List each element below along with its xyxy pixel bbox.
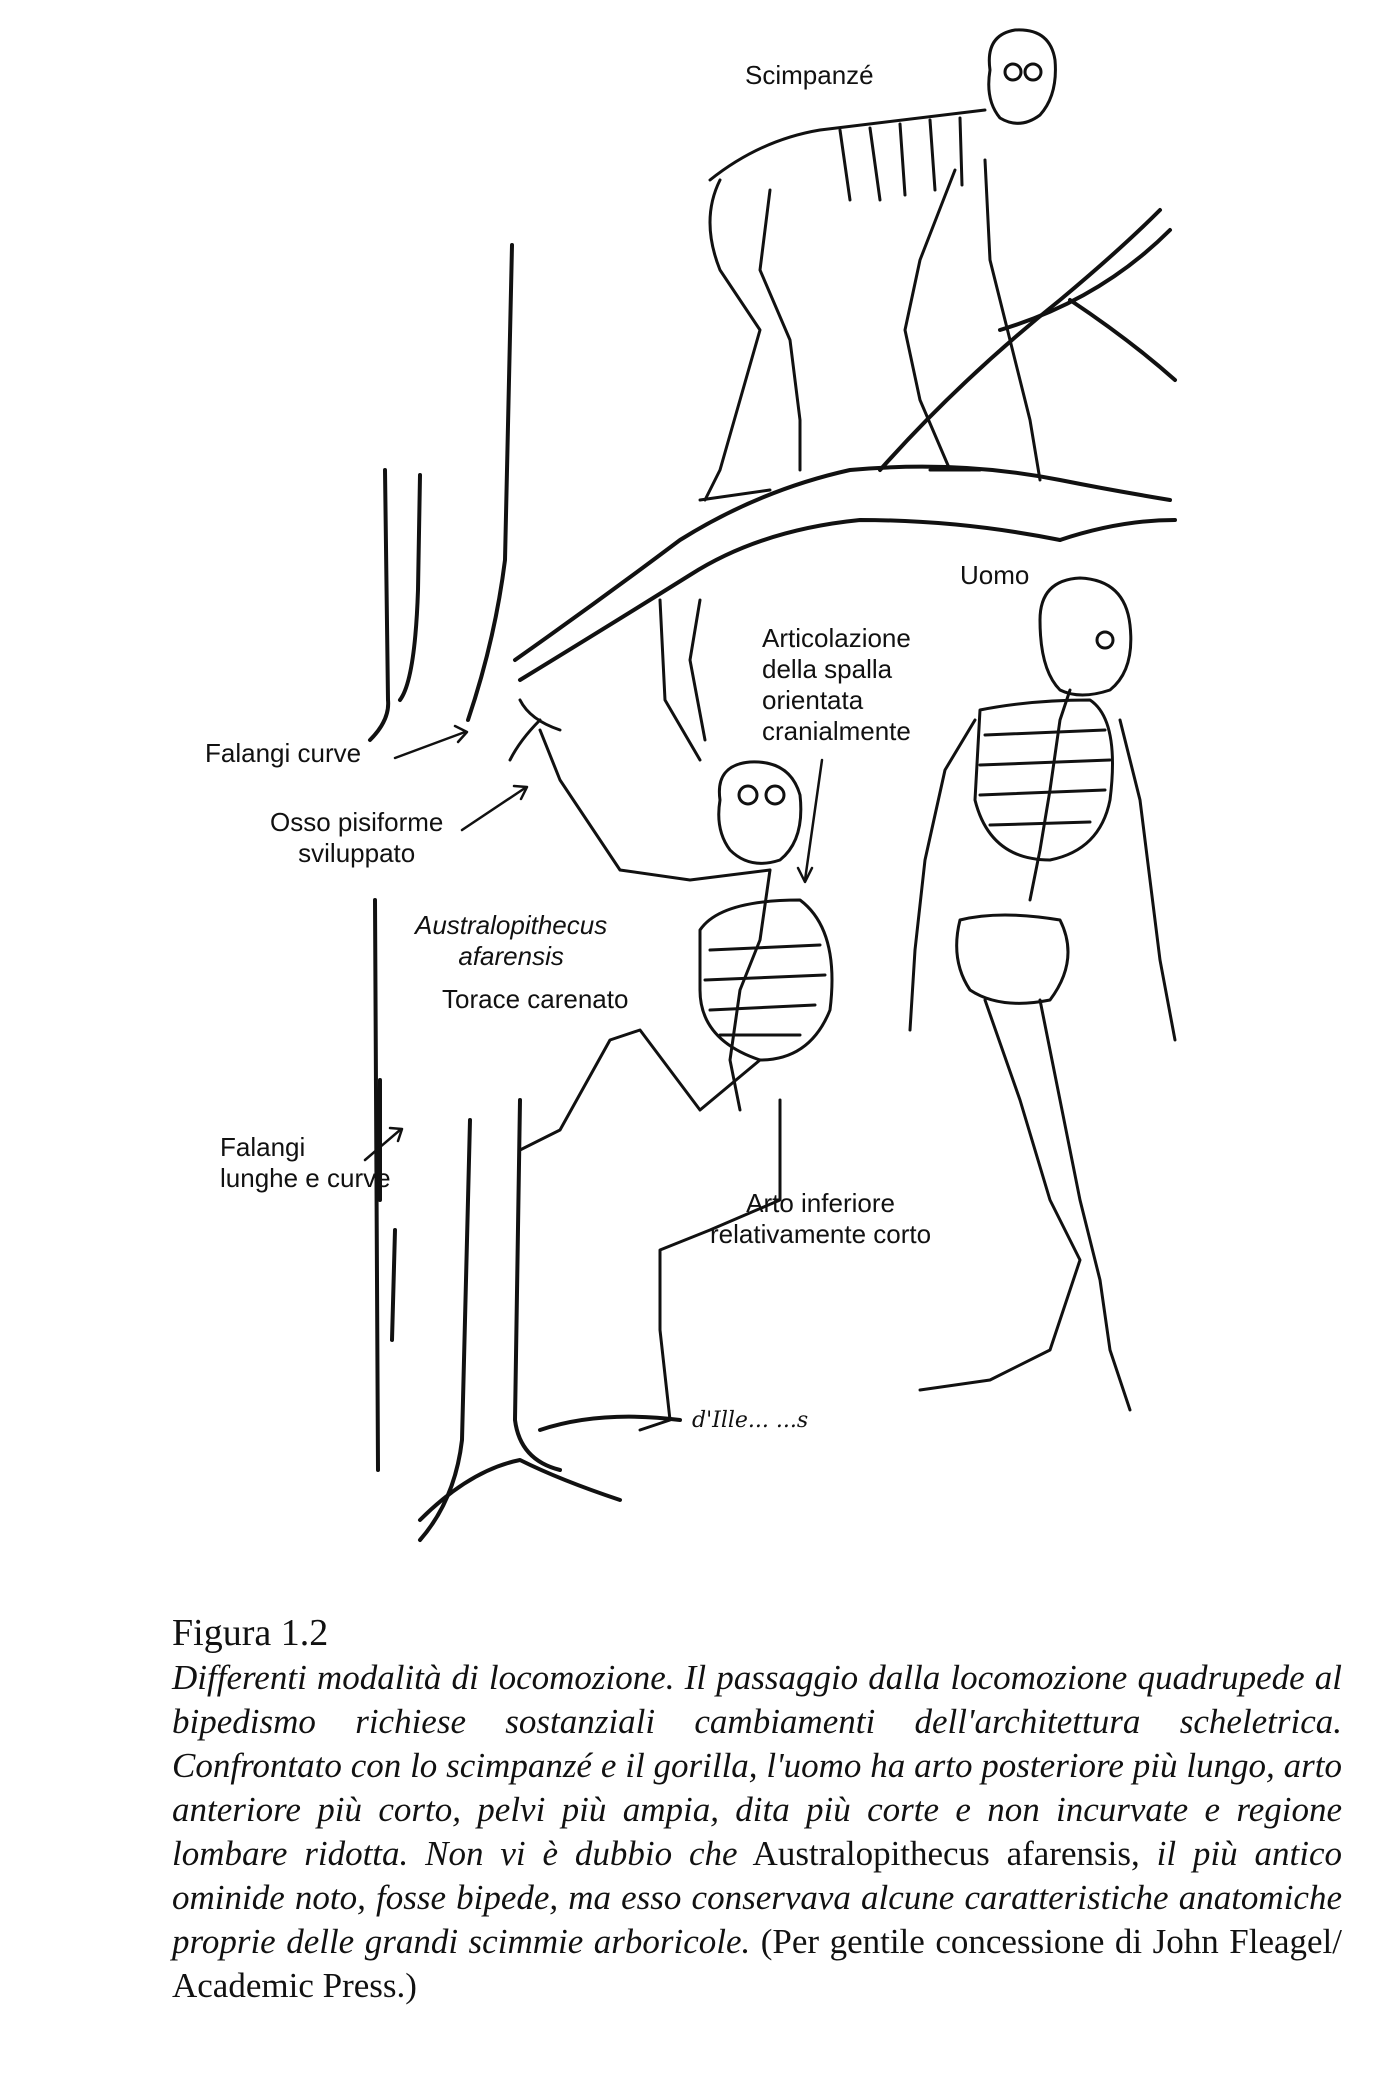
caption-italic-part-2: il più antico ominide noto, fosse bipede, ma esso conservava alcune caratteristiche anatomiche proprie delle grandi scimmie arboricole.	[172, 1834, 1342, 1961]
label-australopithecus-line2: afarensis	[458, 941, 564, 971]
label-australopithecus-line1: Australopithecus	[415, 910, 608, 940]
caption-title: Figura 1.2	[172, 1612, 329, 1654]
label-articolazione	[762, 623, 911, 747]
label-scimpanze: Scimpanzé	[745, 60, 874, 90]
label-articolazione-line3: orientata	[762, 685, 864, 715]
label-australopithecus	[415, 910, 607, 972]
label-arto-inferiore	[710, 1188, 931, 1250]
chimpanzee-skeleton	[700, 30, 1055, 500]
label-osso-pisiforme-line2: sviluppato	[298, 838, 416, 868]
label-arto-inferiore-line1: Arto inferiore	[746, 1188, 895, 1218]
label-uomo: Uomo	[960, 560, 1030, 590]
label-osso-pisiforme-line1: Osso pisiforme	[270, 807, 444, 837]
figure-caption	[172, 1610, 1342, 2008]
caption-italic-part-1: Differenti modalità di locomozione. Il passaggio dalla locomozione quadrupede al bipedismo richiese sostanziali cambiamenti dell'architettura scheletrica. Confrontato con lo scimpanzé e il gorilla, l'uomo ha arto posteriore più lungo, arto anteriore più corto, pelvi più ampia, dita più corte e non incurvate e regione lombare ridotta. Non vi è dubbio che	[172, 1658, 1342, 1873]
label-articolazione-line1: Articolazione	[762, 623, 911, 653]
artist-signature: d'Ille... ...s	[692, 1408, 809, 1433]
caption-body	[172, 1656, 1342, 2008]
label-arto-inferiore-line2: relativamente corto	[710, 1219, 932, 1249]
human-skeleton	[910, 578, 1175, 1410]
caption-roman-part-1: Australopithecus afarensis,	[737, 1834, 1157, 1873]
caption-roman-part-2: (Per gentile concessione di John Fleagel/ Academic Press.)	[172, 1922, 1342, 2005]
label-falangi-lunghe	[220, 1132, 391, 1194]
label-articolazione-line4: cranialmente	[762, 716, 911, 746]
label-torace-carenato: Torace carenato	[442, 984, 629, 1014]
label-falangi-curve: Falangi curve	[205, 738, 362, 768]
label-articolazione-line2: della spalla	[762, 654, 893, 684]
label-falangi-lunghe-line1: Falangi	[220, 1132, 306, 1162]
label-falangi-lunghe-line2: lunghe e curve	[220, 1163, 391, 1193]
label-osso-pisiforme	[270, 807, 443, 869]
